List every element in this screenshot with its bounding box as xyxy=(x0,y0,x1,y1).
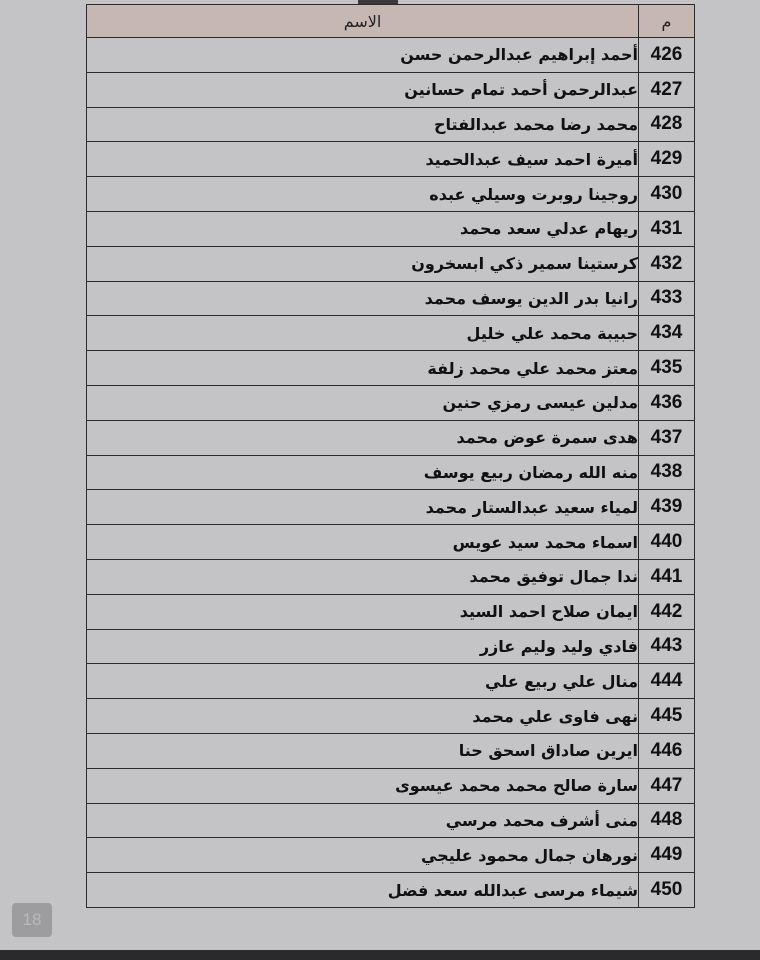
row-name: روجينا روبرت وسيلي عبده xyxy=(87,177,639,212)
table-row xyxy=(87,72,695,107)
row-number: 439 xyxy=(639,490,695,525)
row-number: 427 xyxy=(639,72,695,107)
table-row xyxy=(87,490,695,525)
row-name: رانيا بدر الدين يوسف محمد xyxy=(87,281,639,316)
row-name: ريهام عدلي سعد محمد xyxy=(87,211,639,246)
row-name: ايمان صلاح احمد السيد xyxy=(87,594,639,629)
table-row xyxy=(87,316,695,351)
row-name: محمد رضا محمد عبدالفتاح xyxy=(87,107,639,142)
row-name: كرستينا سمير ذكي ابسخرون xyxy=(87,246,639,281)
row-number: 450 xyxy=(639,873,695,908)
row-name: اسماء محمد سيد عويس xyxy=(87,525,639,560)
table-row xyxy=(87,768,695,803)
table-row xyxy=(87,838,695,873)
table-row xyxy=(87,629,695,664)
row-name: ايرين صاداق اسحق حنا xyxy=(87,733,639,768)
row-number: 430 xyxy=(639,177,695,212)
row-number: 434 xyxy=(639,316,695,351)
row-name: حبيبة محمد علي خليل xyxy=(87,316,639,351)
table-header-row xyxy=(87,5,695,38)
row-number: 438 xyxy=(639,455,695,490)
table-row xyxy=(87,107,695,142)
table-row xyxy=(87,385,695,420)
row-number: 443 xyxy=(639,629,695,664)
row-number: 448 xyxy=(639,803,695,838)
row-number: 445 xyxy=(639,699,695,734)
table-row xyxy=(87,699,695,734)
table-row xyxy=(87,142,695,177)
row-name: هدى سمرة عوض محمد xyxy=(87,420,639,455)
table-row xyxy=(87,873,695,908)
header-number: م xyxy=(639,5,695,38)
row-name: منى أشرف محمد مرسي xyxy=(87,803,639,838)
row-number: 437 xyxy=(639,420,695,455)
row-number: 429 xyxy=(639,142,695,177)
table-row xyxy=(87,664,695,699)
table-row xyxy=(87,733,695,768)
row-number: 433 xyxy=(639,281,695,316)
row-name: عبدالرحمن أحمد تمام حسانين xyxy=(87,72,639,107)
row-name: منال علي ربيع علي xyxy=(87,664,639,699)
row-number: 428 xyxy=(639,107,695,142)
row-number: 426 xyxy=(639,38,695,73)
row-name: لمياء سعيد عبدالستار محمد xyxy=(87,490,639,525)
row-name: نورهان جمال محمود عليجي xyxy=(87,838,639,873)
row-name: مدلين عيسى رمزي حنين xyxy=(87,385,639,420)
table-row xyxy=(87,594,695,629)
row-name: ندا جمال توفيق محمد xyxy=(87,559,639,594)
table-row xyxy=(87,525,695,560)
bottom-edge-bar xyxy=(0,950,760,960)
table-row xyxy=(87,177,695,212)
row-number: 432 xyxy=(639,246,695,281)
row-name: فادي وليد وليم عازر xyxy=(87,629,639,664)
header-name: الاسم xyxy=(87,5,639,38)
row-number: 440 xyxy=(639,525,695,560)
table-row xyxy=(87,246,695,281)
row-name: سارة صالح محمد محمد عيسوى xyxy=(87,768,639,803)
row-number: 449 xyxy=(639,838,695,873)
table-row xyxy=(87,351,695,386)
row-name: منه الله رمضان ربيع يوسف xyxy=(87,455,639,490)
table-row xyxy=(87,559,695,594)
table-row xyxy=(87,281,695,316)
row-name: أحمد إبراهيم عبدالرحمن حسن xyxy=(87,38,639,73)
page-number-badge: 18 xyxy=(12,903,52,937)
table-row xyxy=(87,38,695,73)
names-table xyxy=(86,4,695,908)
row-name: معتز محمد علي محمد زلفة xyxy=(87,351,639,386)
table-row xyxy=(87,803,695,838)
row-number: 431 xyxy=(639,211,695,246)
row-number: 447 xyxy=(639,768,695,803)
row-name: شيماء مرسى عبدالله سعد فضل xyxy=(87,873,639,908)
table-body xyxy=(87,38,695,908)
row-number: 446 xyxy=(639,733,695,768)
table-row xyxy=(87,455,695,490)
row-number: 435 xyxy=(639,351,695,386)
row-name: أميرة احمد سيف عبدالحميد xyxy=(87,142,639,177)
row-number: 444 xyxy=(639,664,695,699)
row-number: 442 xyxy=(639,594,695,629)
table-row xyxy=(87,211,695,246)
table-row xyxy=(87,420,695,455)
row-number: 441 xyxy=(639,559,695,594)
row-name: نهى فاوى علي محمد xyxy=(87,699,639,734)
row-number: 436 xyxy=(639,385,695,420)
